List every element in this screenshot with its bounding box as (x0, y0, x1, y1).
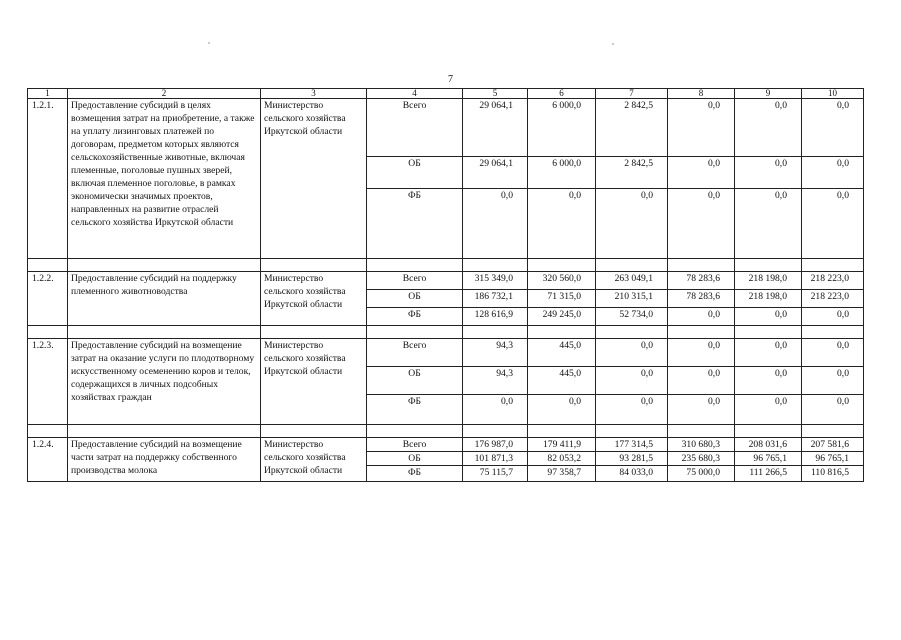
value-cell: 0,0 (668, 367, 735, 395)
scan-speck (208, 42, 210, 44)
value-cell: 249 245,0 (528, 308, 596, 326)
separator-cell (463, 425, 528, 438)
value-cell: 218 223,0 (802, 272, 864, 290)
funding-source: ФБ (367, 189, 463, 259)
value-cell: 208 031,6 (735, 438, 802, 452)
funding-source: ФБ (367, 308, 463, 326)
value-cell: 0,0 (668, 308, 735, 326)
separator-cell (68, 259, 261, 272)
value-cell: 111 266,5 (735, 466, 802, 482)
table-row (28, 272, 864, 290)
value-cell: 186 732,1 (463, 290, 528, 308)
value-cell: 310 680,3 (668, 438, 735, 452)
value-cell: 445,0 (528, 367, 596, 395)
group-separator (28, 326, 864, 339)
funding-source: ФБ (367, 466, 463, 482)
budget-table (27, 88, 864, 482)
value-cell: 0,0 (802, 308, 864, 326)
funding-source: ОБ (367, 157, 463, 189)
value-cell: 0,0 (802, 395, 864, 425)
header-row (28, 89, 864, 99)
separator-cell (735, 259, 802, 272)
value-cell: 78 283,6 (668, 290, 735, 308)
value-cell: 177 314,5 (596, 438, 668, 452)
separator-cell (68, 425, 261, 438)
value-cell: 210 315,1 (596, 290, 668, 308)
separator-cell (28, 259, 68, 272)
separator-cell (596, 425, 668, 438)
item-name: Предоставление субсидий на возмещение затрат на оказание услуги по плодотворному искусственному осеменению коров и телок, содержащихся в личных подсобных хозяйствах граждан (68, 339, 261, 425)
value-cell: 78 283,6 (668, 272, 735, 290)
value-cell: 218 198,0 (735, 290, 802, 308)
value-cell: 0,0 (735, 157, 802, 189)
funding-source: ОБ (367, 452, 463, 466)
separator-cell (261, 259, 367, 272)
value-cell: 0,0 (596, 339, 668, 367)
value-cell: 52 734,0 (596, 308, 668, 326)
value-cell: 0,0 (735, 339, 802, 367)
header-cell: 8 (668, 89, 735, 99)
scan-speck (612, 43, 614, 45)
value-cell: 93 281,5 (596, 452, 668, 466)
separator-cell (367, 425, 463, 438)
value-cell: 96 765,1 (802, 452, 864, 466)
header-cell: 2 (68, 89, 261, 99)
header-cell: 9 (735, 89, 802, 99)
funding-source: ОБ (367, 290, 463, 308)
value-cell: 235 680,3 (668, 452, 735, 466)
value-cell: 218 198,0 (735, 272, 802, 290)
group-separator (28, 425, 864, 438)
value-cell: 0,0 (735, 189, 802, 259)
value-cell: 0,0 (528, 189, 596, 259)
value-cell: 0,0 (463, 395, 528, 425)
separator-cell (668, 259, 735, 272)
value-cell: 2 842,5 (596, 157, 668, 189)
item-code: 1.2.4. (28, 438, 68, 482)
item-code: 1.2.2. (28, 272, 68, 326)
separator-cell (261, 326, 367, 339)
separator-cell (528, 259, 596, 272)
table-row (28, 438, 864, 452)
value-cell: 2 842,5 (596, 99, 668, 157)
value-cell: 0,0 (735, 308, 802, 326)
separator-cell (28, 425, 68, 438)
funding-source: ОБ (367, 367, 463, 395)
item-code: 1.2.3. (28, 339, 68, 425)
funding-source: Всего (367, 272, 463, 290)
separator-cell (735, 326, 802, 339)
value-cell: 0,0 (668, 157, 735, 189)
item-name: Предоставление субсидий в целях возмещения затрат на приобретение, а также на уплату лизинговых платежей по договорам, предметом которых являются сельскохозяйственные животные, включая племенные, поголовые пушных зверей, включая племенное поголовье, в рамках экономически значимых проектов, направленных на развитие отраслей сельского хозяйства Иркутской области (68, 99, 261, 259)
separator-cell (596, 259, 668, 272)
funding-source: Всего (367, 99, 463, 157)
header-cell: 7 (596, 89, 668, 99)
value-cell: 29 064,1 (463, 99, 528, 157)
value-cell: 6 000,0 (528, 99, 596, 157)
value-cell: 75 115,7 (463, 466, 528, 482)
item-name: Предоставление субсидий на возмещение части затрат на поддержку собственного производства молока (68, 438, 261, 482)
value-cell: 0,0 (596, 367, 668, 395)
header-cell: 3 (261, 89, 367, 99)
header-cell: 6 (528, 89, 596, 99)
value-cell: 445,0 (528, 339, 596, 367)
item-executor: Министерство сельского хозяйства Иркутской области (261, 339, 367, 425)
value-cell: 0,0 (802, 367, 864, 395)
separator-cell (463, 259, 528, 272)
value-cell: 101 871,3 (463, 452, 528, 466)
value-cell: 0,0 (668, 339, 735, 367)
separator-cell (28, 326, 68, 339)
value-cell: 176 987,0 (463, 438, 528, 452)
value-cell: 0,0 (668, 189, 735, 259)
value-cell: 128 616,9 (463, 308, 528, 326)
header-cell: 10 (802, 89, 864, 99)
separator-cell (596, 326, 668, 339)
separator-cell (802, 326, 864, 339)
value-cell: 94,3 (463, 367, 528, 395)
value-cell: 263 049,1 (596, 272, 668, 290)
separator-cell (735, 425, 802, 438)
value-cell: 0,0 (668, 395, 735, 425)
value-cell: 6 000,0 (528, 157, 596, 189)
separator-cell (668, 326, 735, 339)
value-cell: 0,0 (596, 189, 668, 259)
item-executor: Министерство сельского хозяйства Иркутской области (261, 99, 367, 259)
item-executor: Министерство сельского хозяйства Иркутской области (261, 272, 367, 326)
value-cell: 96 765,1 (735, 452, 802, 466)
value-cell: 0,0 (735, 395, 802, 425)
page-number: 7 (448, 74, 453, 85)
group-separator (28, 259, 864, 272)
separator-cell (802, 259, 864, 272)
table-row (28, 339, 864, 367)
value-cell: 0,0 (668, 99, 735, 157)
value-cell: 97 358,7 (528, 466, 596, 482)
funding-source: Всего (367, 339, 463, 367)
separator-cell (668, 425, 735, 438)
separator-cell (528, 326, 596, 339)
separator-cell (261, 425, 367, 438)
value-cell: 0,0 (463, 189, 528, 259)
value-cell: 0,0 (528, 395, 596, 425)
value-cell: 207 581,6 (802, 438, 864, 452)
value-cell: 315 349,0 (463, 272, 528, 290)
value-cell: 0,0 (802, 189, 864, 259)
value-cell: 0,0 (802, 99, 864, 157)
value-cell: 179 411,9 (528, 438, 596, 452)
value-cell: 110 816,5 (802, 466, 864, 482)
value-cell: 82 053,2 (528, 452, 596, 466)
value-cell: 0,0 (735, 367, 802, 395)
separator-cell (802, 425, 864, 438)
separator-cell (68, 326, 261, 339)
value-cell: 0,0 (735, 99, 802, 157)
table-row (28, 99, 864, 157)
item-code: 1.2.1. (28, 99, 68, 259)
value-cell: 0,0 (802, 157, 864, 189)
header-cell: 1 (28, 89, 68, 99)
value-cell: 84 033,0 (596, 466, 668, 482)
value-cell: 71 315,0 (528, 290, 596, 308)
funding-source: Всего (367, 438, 463, 452)
value-cell: 75 000,0 (668, 466, 735, 482)
value-cell: 0,0 (802, 339, 864, 367)
header-cell: 4 (367, 89, 463, 99)
separator-cell (528, 425, 596, 438)
funding-source: ФБ (367, 395, 463, 425)
separator-cell (463, 326, 528, 339)
value-cell: 320 560,0 (528, 272, 596, 290)
value-cell: 218 223,0 (802, 290, 864, 308)
value-cell: 0,0 (596, 395, 668, 425)
item-executor: Министерство сельского хозяйства Иркутской области (261, 438, 367, 482)
value-cell: 29 064,1 (463, 157, 528, 189)
separator-cell (367, 259, 463, 272)
header-cell: 5 (463, 89, 528, 99)
separator-cell (367, 326, 463, 339)
value-cell: 94,3 (463, 339, 528, 367)
item-name: Предоставление субсидий на поддержку племенного животноводства (68, 272, 261, 326)
